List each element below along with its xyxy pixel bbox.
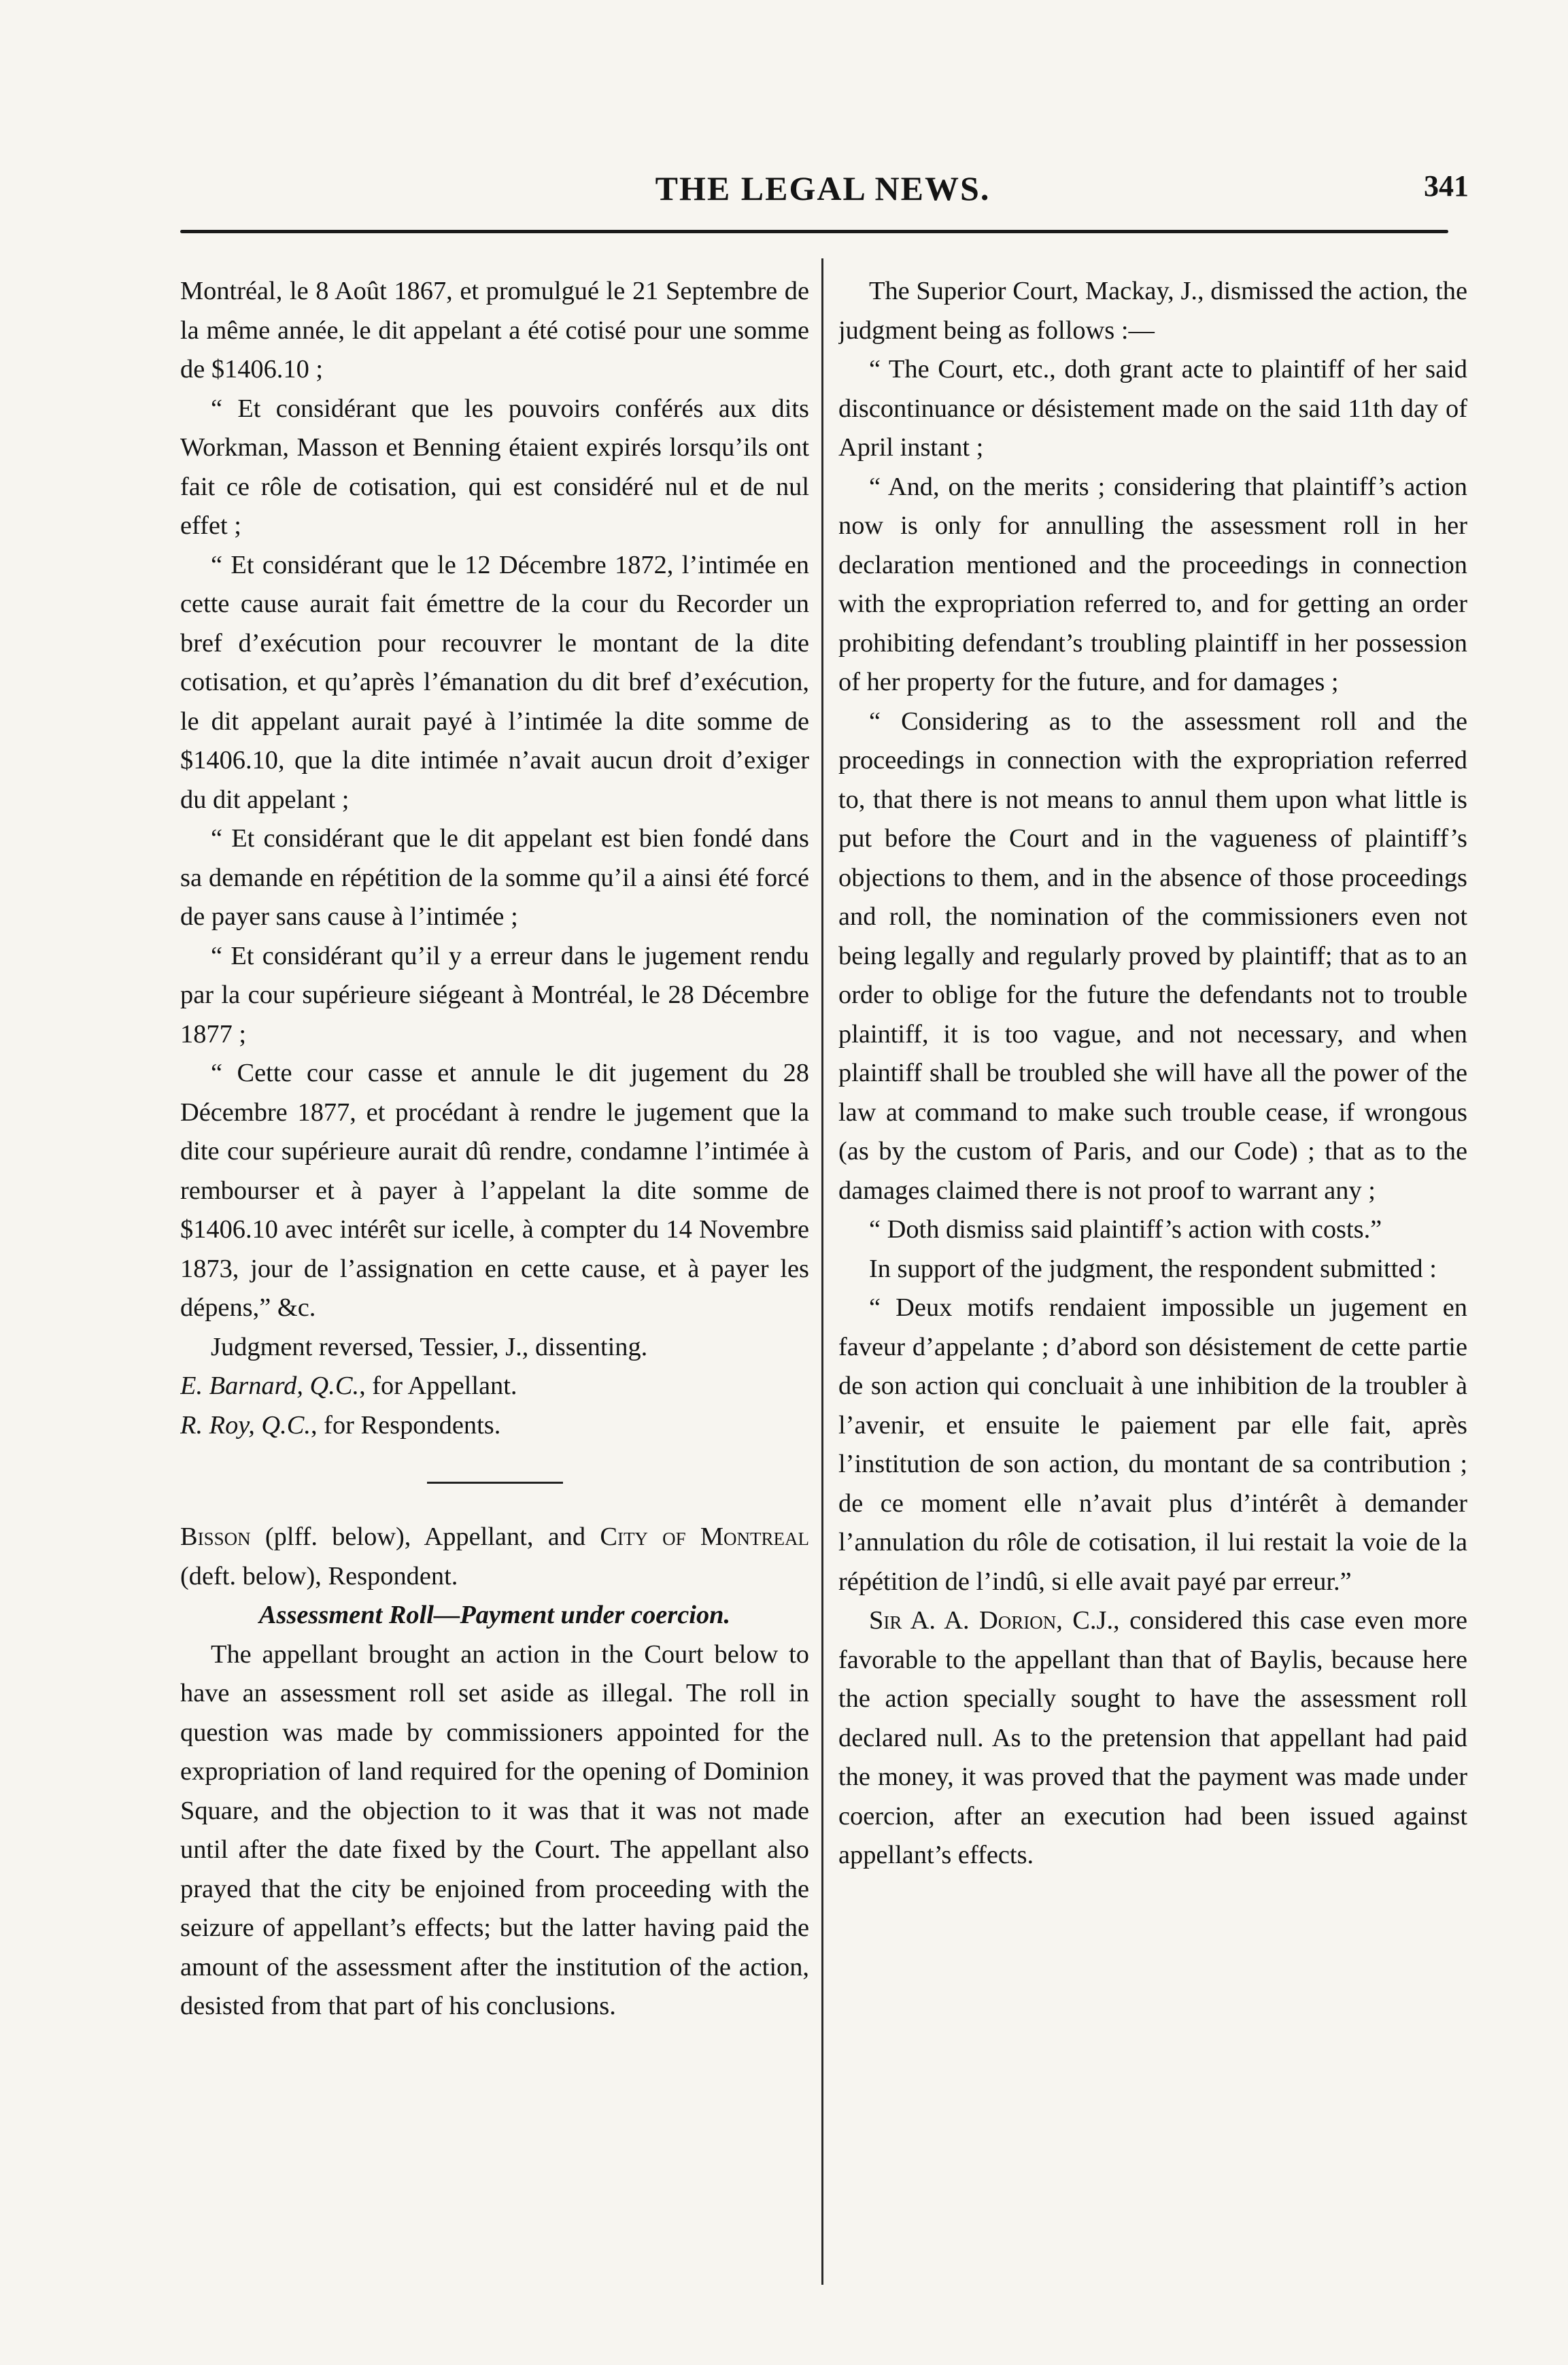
running-title: THE LEGAL NEWS. [655, 169, 991, 207]
right-column [838, 272, 1467, 2285]
paragraph: “ Considering as to the assessment roll and the proceedings in connection with the expropriation referred to, that there is not means to annul them upon what little is put before the Court and in the vagueness of plaintiff’s objections to them, and in the absence of those proceedings and roll, the nomination of the commissioners even not being legally and regularly proved by plaintiff; that as to an order to oblige for the future the defendants not to trouble plaintiff, it is too vague, and not necessary, and when plaintiff shall be troubled she will have all the power of the law at command to make such trouble cease, if wrongous (as by the custom of Paris, and our Code) ; that as to the damages claimed there is not proof to warrant any ; [838, 707, 1467, 1205]
paragraph: “ Et considérant que le 12 Décembre 1872, l’intimée en cette cause aurait fait émettre de la cour du Recorder un bref d’exécution pour recouvrer le montant de la dite cotisation, et qu’après l’émanation du dit bref d’exécution, le dit appelant aurait payé à l’intimée la dite somme de $1406.10, que la dite intimée n’avait aucun droit d’exiger du dit appelant ; [180, 550, 809, 814]
header-rule [180, 230, 1448, 233]
counsel-name: R. Roy, Q.C. [180, 1410, 311, 1440]
column-divider [821, 258, 823, 2285]
paragraph: “ Cette cour casse et annule le dit jugement du 28 Décembre 1877, et procédant à rendre le jugement que la dite cour supérieure aurait dû rendre, condamne l’intimée à rembourser et à payer à l’appelant la dite somme de $1406.10 avec intérêt sur icelle, à compter du 14 Novembre 1873, jour de l’assignation en cette cause, et à payer les dépens,” &c. [180, 1059, 809, 1322]
case-subhead: Assessment Roll—Payment under coercion. [258, 1601, 731, 1629]
paragraph: The appellant brought an action in the Court below to have an assessment roll set aside as illegal. The roll in question was made by commissioners appointed for the expropriation of land required for the opening of Dominion Square, and the objection to it was that it was not made until after the date fixed by the Court. The appellant also prayed that the city be enjoined from proceeding with the seizure of appellant’s effects; but the latter having paid the amount of the assessment after the institution of the action, desisted from that part of his conclusions. [180, 1639, 809, 2020]
counsel-role: , for Respondents. [310, 1410, 501, 1440]
paragraph: “ Et considérant qu’il y a erreur dans le jugement rendu par la cour supérieure siégeant à Montréal, le 28 Décembre 1877 ; [180, 941, 809, 1049]
counsel-name: E. Barnard, Q.C. [180, 1372, 360, 1400]
paragraph: “ Et considérant que les pouvoirs conférés aux dits Workman, Masson et Benning étaient expirés lorsqu’ils ont fait ce rôle de cotisation, qui est considéré nul et de nul effet ; [180, 394, 809, 540]
counsel-respondent [180, 1406, 809, 1446]
page-number: 341 [1424, 169, 1469, 203]
judgment-line: Judgment reversed, Tessier, J., dissenting. [211, 1332, 648, 1361]
left-column [180, 272, 809, 2285]
paragraph: “ Deux motifs rendaient impossible un jugement en faveur d’appelante ; d’abord son désistement de cette partie de son action qui concluait à une inhibition de la troubler à l’avenir, et ensuite le paiement par elle fait, après l’institution de son action, du montant de sa contribution ; de ce moment elle n’avait plus d’intérêt à demander l’annulation du rôle de cotisation, il lui restait la voie de la répétition de l’indû, si elle avait payé par erreur.” [838, 1293, 1467, 1596]
paragraph: “ Doth dismiss said plaintiff’s action with costs.” [869, 1215, 1382, 1244]
paragraph: In support of the judgment, the respondent submitted : [869, 1254, 1437, 1283]
counsel-role: , for Appellant. [359, 1372, 517, 1400]
counsel-appellant [180, 1367, 809, 1406]
party-name: Bisson [180, 1522, 251, 1551]
paragraph: Montréal, le 8 Août 1867, et promulgué le 21 Septembre de la même année, le dit appelant a été cotisé pour une somme de $1406.10 ; [180, 277, 809, 384]
paragraph: “ Et considérant que le dit appelant est bien fondé dans sa demande en répétition de la somme qu’il a ainsi été forcé de payer sans cause à l’intimée ; [180, 824, 809, 931]
party-name: City of Montreal [600, 1522, 809, 1551]
paragraph: “ And, on the merits ; considering that plaintiff’s action now is only for annulling the assessment roll in her declaration mentioned and the proceedings in connection with the expropriation referred to, and for getting an order prohibiting defendant’s troubling plaintiff in her possession of her property for the future, and for damages ; [838, 472, 1467, 696]
paragraph: The Superior Court, Mackay, J., dismissed the action, the judgment being as follows :— [838, 277, 1467, 345]
paragraph: Sir A. A. Dorion, C.J., considered this case even more favorable to the appellant than that of Baylis, because here the action specially sought to have the assessment roll declared null. As to the pretension that appellant had paid the money, it was proved that the payment was made under coercion, after an execution had been issued against appellant’s effects. [838, 1606, 1467, 1869]
judge-name: Sir A. A. Dorion [869, 1606, 1057, 1635]
case-title: Bisson (plff. below), Appellant, and City of Montreal (deft. below), Respondent. [180, 1522, 809, 1590]
section-divider [427, 1482, 563, 1484]
page-header [177, 169, 1469, 216]
paragraph: “ The Court, etc., doth grant acte to plaintiff of her said discontinuance or désistement made on the said 11th day of April instant ; [838, 355, 1467, 462]
